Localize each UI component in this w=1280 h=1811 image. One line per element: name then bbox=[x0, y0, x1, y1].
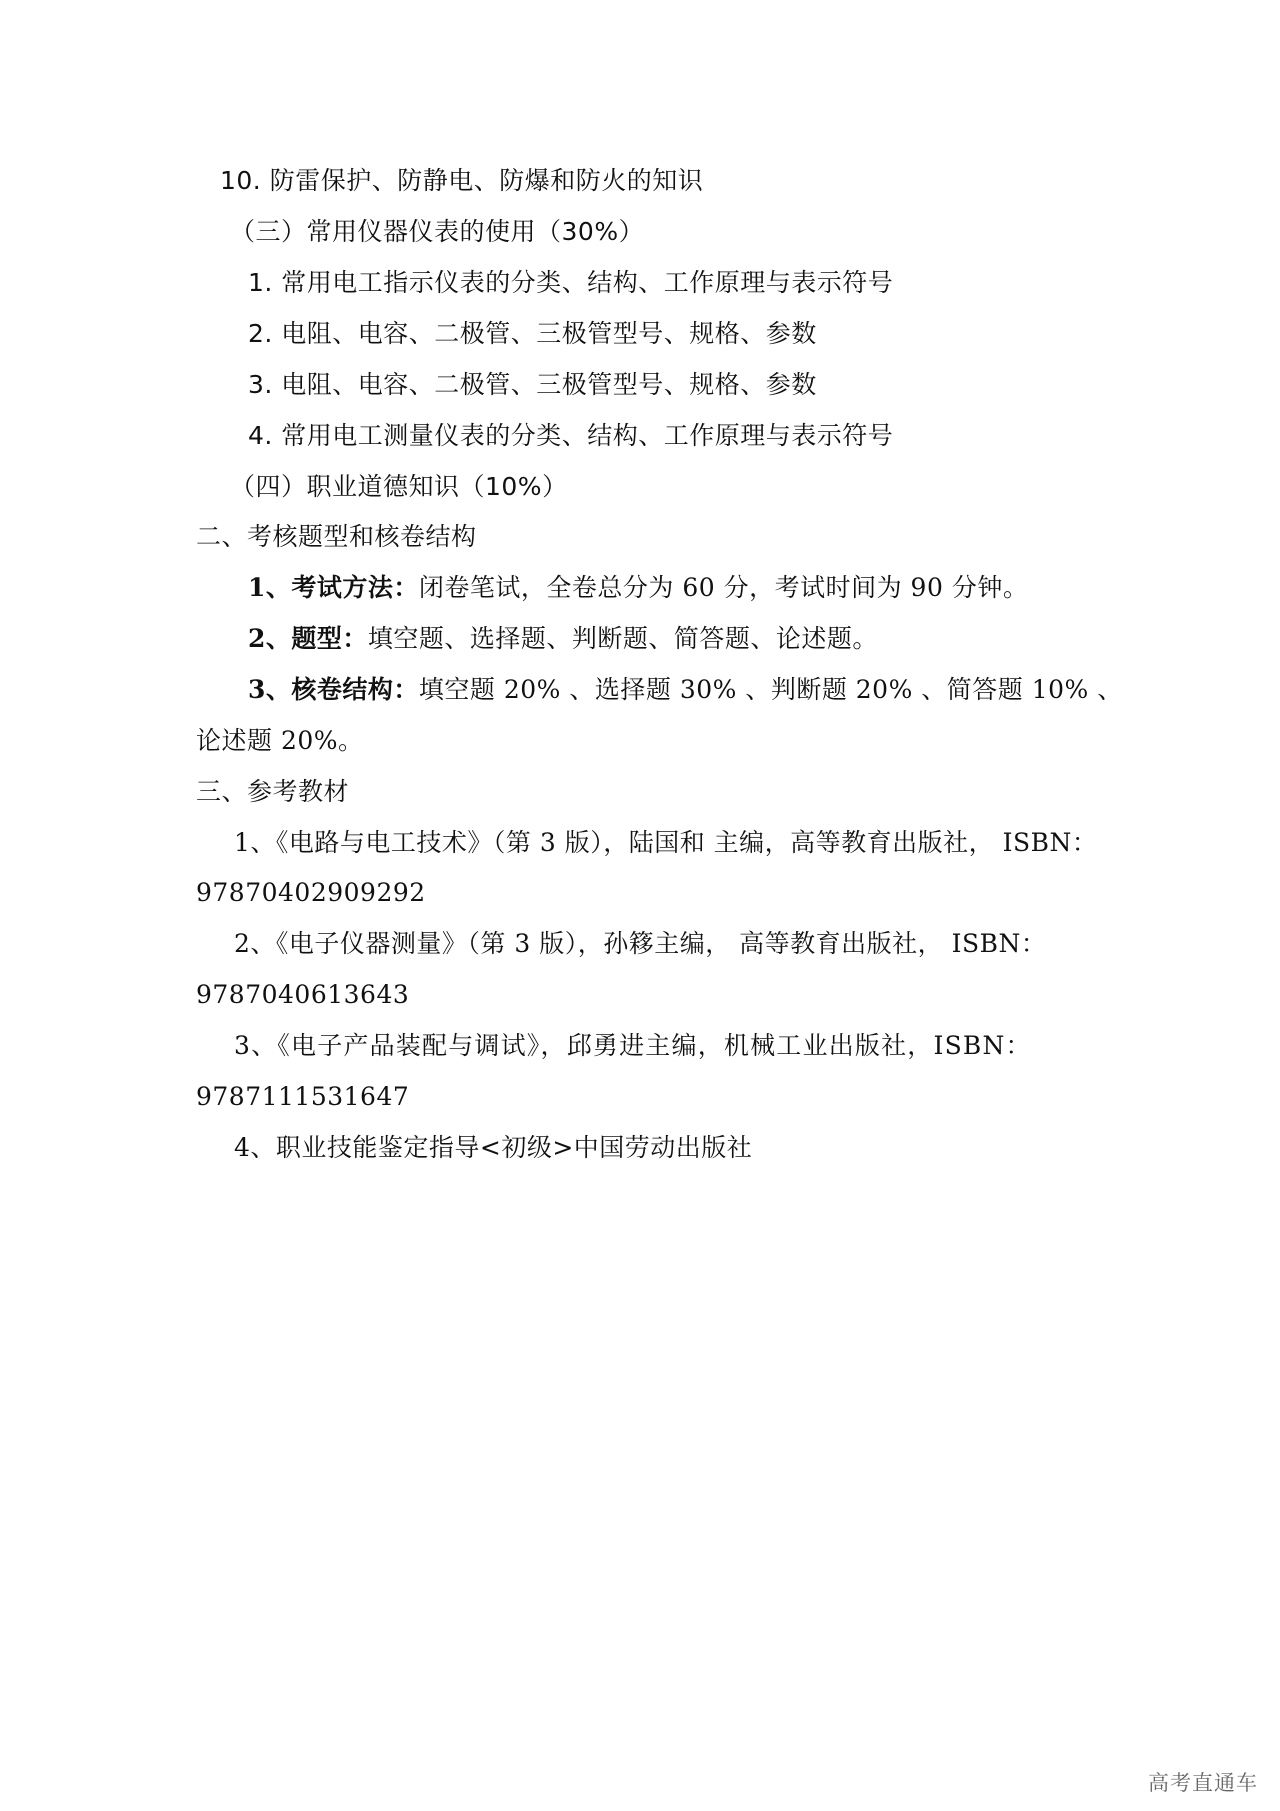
paper-structure-text: 填空题 20% 、选择题 30% 、判断题 20% 、简答题 10% 、 bbox=[418, 675, 1123, 704]
subsection-3-item-2: 2. 电阻、电容、二极管、三极管型号、规格、参数 bbox=[248, 319, 817, 348]
section-2-paragraph-3 bbox=[248, 674, 1123, 706]
section-2-heading: 二、考核题型和核卷结构 bbox=[196, 522, 477, 551]
reference-1: 1、《电路与电工技术》（第 3 版），陆国和 主编，高等教育出版社， ISBN： bbox=[234, 828, 1098, 857]
paper-structure-label: 3、核卷结构： bbox=[248, 675, 419, 704]
watermark-text: 高考直通车 bbox=[1148, 1771, 1258, 1795]
exam-method-text: 闭卷笔试，全卷总分为 60 分，考试时间为 90 分钟。 bbox=[418, 573, 1029, 602]
reference-2: 2、《电子仪器测量》（第 3 版），孙簃主编， 高等教育出版社， ISBN： bbox=[234, 929, 1047, 958]
item-10-lightning-protection: 10. 防雷保护、防静电、防爆和防火的知识 bbox=[220, 166, 704, 195]
reference-3-isbn: 9787111531647 bbox=[196, 1082, 410, 1111]
section-2-paragraph-2 bbox=[248, 623, 878, 655]
section-2-paragraph-3-continued: 论述题 20%。 bbox=[196, 726, 364, 755]
reference-4: 4、职业技能鉴定指导<初级>中国劳动出版社 bbox=[234, 1133, 753, 1162]
subsection-3-item-1: 1. 常用电工指示仪表的分类、结构、工作原理与表示符号 bbox=[248, 268, 894, 297]
section-3-heading: 三、参考教材 bbox=[196, 777, 350, 806]
exam-method-label: 1、考试方法： bbox=[248, 573, 419, 602]
question-types-label: 2、题型： bbox=[248, 624, 368, 653]
subsection-3-heading: （三）常用仪器仪表的使用（30%） bbox=[230, 217, 645, 246]
subsection-3-item-4: 4. 常用电工测量仪表的分类、结构、工作原理与表示符号 bbox=[248, 421, 894, 450]
reference-1-isbn: 97870402909292 bbox=[196, 878, 426, 907]
subsection-4-heading: （四）职业道德知识（10%） bbox=[230, 472, 568, 501]
reference-3: 3、《电子产品装配与调试》，邱勇进主编，机械工业出版社，ISBN： bbox=[234, 1031, 1032, 1060]
reference-2-isbn: 9787040613643 bbox=[196, 980, 410, 1009]
question-types-text: 填空题、选择题、判断题、简答题、论述题。 bbox=[367, 624, 878, 653]
section-2-paragraph-1 bbox=[248, 572, 1028, 604]
subsection-3-item-3: 3. 电阻、电容、二极管、三极管型号、规格、参数 bbox=[248, 370, 817, 399]
